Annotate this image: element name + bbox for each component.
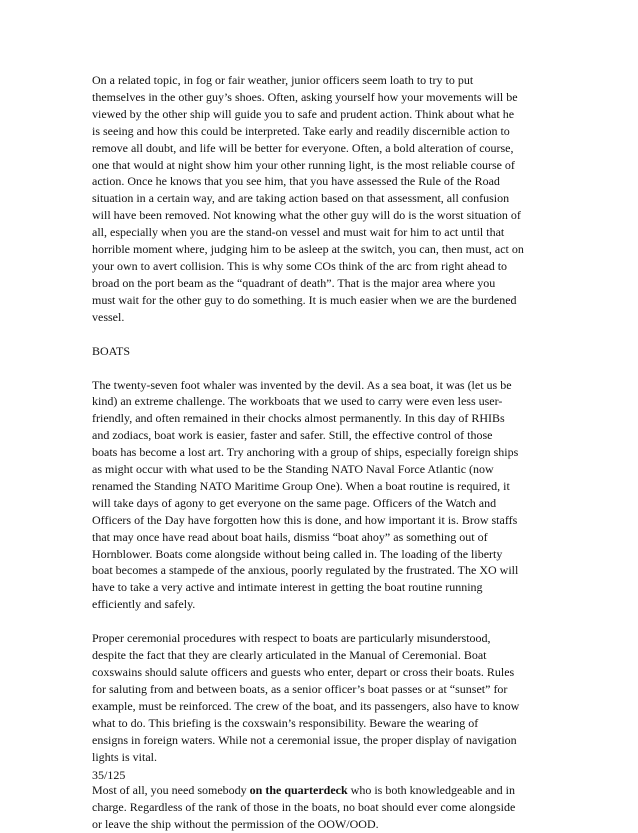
line-text-start: Most of all, you need somebody xyxy=(92,783,250,798)
paragraph-line: vessel. xyxy=(92,309,125,324)
paragraph-line: charge. Regardless of the rank of those in the boats, no boat should ever come alongside xyxy=(92,800,516,815)
paragraph-line: and zodiacs, boat work is easier, faster and safer. Still, the effective control of those xyxy=(92,428,493,443)
paragraph-line: as might occur with what used to be the Standing NATO Naval Force Atlantic (now xyxy=(92,462,494,477)
paragraph-line: lights is vital. xyxy=(92,749,158,764)
paragraph-line: viewed by the other ship will guide you to safe and prudent action. Think about what he xyxy=(92,106,515,121)
paragraph-line: despite the fact that they are clearly articulated in the Manual of Ceremonial. Boat xyxy=(92,648,487,663)
paragraph-line: ensigns in foreign waters. While not a ceremonial issue, the proper display of navigation xyxy=(92,732,517,747)
paragraph-line: themselves in the other guy’s shoes. Often, asking yourself how your movements will be xyxy=(92,89,518,104)
paragraph-line xyxy=(92,782,550,799)
paragraph-line: your own to avert collision. This is why some COs think of the arc from right ahead to xyxy=(92,258,508,273)
page-number: 35/125 xyxy=(92,768,126,782)
paragraph-gap xyxy=(92,613,550,630)
line-text-end: who is both knowledgeable and in xyxy=(347,783,515,798)
paragraph-line: must wait for the other guy to do something. It is much easier when we are the burdened xyxy=(92,292,517,307)
paragraph-line: all, especially when you are the stand-on vessel and must wait for him to act until that xyxy=(92,225,505,240)
paragraph-gap xyxy=(92,765,550,782)
paragraph-line: situation in a certain way, and are taking action based on that assessment, all confusion xyxy=(92,191,510,206)
paragraph-line: coxswains should salute officers and guests who enter, depart or cross their boats. Rules xyxy=(92,665,515,679)
document-body xyxy=(92,72,550,833)
paragraph-line: that may once have read about boat hails, dismiss “boat ahoy” as something out of xyxy=(92,529,488,544)
paragraph-line: BOATS xyxy=(92,343,131,358)
paragraph-line: remove all doubt, and life will be better for everyone. Often, a bold alteration of course, xyxy=(92,140,514,155)
paragraph-line: kind) an extreme challenge. The workboats that we used to carry were even less user- xyxy=(92,394,503,409)
paragraph-line: The twenty-seven foot whaler was invented by the devil. As a sea boat, it was (let us be xyxy=(92,377,512,392)
paragraph-line: friendly, and often remained in their chocks almost permanently. In this day of RHIBs xyxy=(92,411,505,426)
paragraph-line: boat becomes a stampede of the anxious, poorly regulated by the frustrated. The XO will xyxy=(92,563,519,578)
paragraph-line: boats has become a lost art. Try anchoring with a group of ships, especially foreign ships xyxy=(92,445,519,460)
paragraph xyxy=(92,72,550,326)
paragraph-gap xyxy=(92,326,550,343)
paragraph-line: Officers of the Day have forgotten how this is done, and how important it is. Brow staffs xyxy=(92,512,518,527)
paragraph-line: one that would at night show him your other running light, is the most reliable course of xyxy=(92,157,515,172)
paragraph-line: what to do. This briefing is the coxswain’s responsibility. Beware the wearing of xyxy=(92,715,479,730)
paragraph-line: Hornblower. Boats come alongside without being called in. The loading of the liberty xyxy=(92,546,503,561)
paragraph-line: On a related topic, in fog or fair weather, junior officers seem loath to try to put xyxy=(92,73,474,87)
paragraph-line: for saluting from and between boats, as a senior officer’s boat passes or at “sunset” for xyxy=(92,681,508,696)
paragraph-line: will have been removed. Not knowing what the other guy will do is the worst situation of xyxy=(92,208,521,223)
paragraph-quarterdeck xyxy=(92,782,550,833)
paragraph-line: have to take a very active and intimate interest in getting the boat routine running xyxy=(92,580,483,595)
paragraph-line: action. Once he knows that you see him, that you have assessed the Rule of the Road xyxy=(92,174,500,189)
section-heading xyxy=(92,343,550,360)
paragraph-gap xyxy=(92,360,550,377)
paragraph-line: renamed the Standing NATO Maritime Group One). When a boat routine is required, it xyxy=(92,478,510,493)
bold-phrase: on the quarterdeck xyxy=(249,783,348,798)
paragraph xyxy=(92,630,550,765)
paragraph xyxy=(92,377,550,614)
paragraph-line: is seeing and how this could be interpreted. Take early and readily discernible action to xyxy=(92,123,510,138)
paragraph-line: will take days of agony to get everyone on the same page. Officers of the Watch and xyxy=(92,495,497,510)
paragraph-line: horrible moment where, judging him to be asleep at the switch, you can, then must, act on xyxy=(92,242,524,257)
paragraph-line: efficiently and safely. xyxy=(92,597,196,612)
paragraph-line: Proper ceremonial procedures with respect to boats are particularly misunderstood, xyxy=(92,631,491,646)
paragraph-line: example, must be reinforced. The crew of the boat, and its passengers, also have to know xyxy=(92,698,520,713)
paragraph-list xyxy=(92,72,550,765)
paragraph-line: or leave the ship without the permission of the OOW/OOD. xyxy=(92,817,379,832)
paragraph-line: broad on the port beam as the “quadrant of death”. That is the major area where you xyxy=(92,275,496,290)
